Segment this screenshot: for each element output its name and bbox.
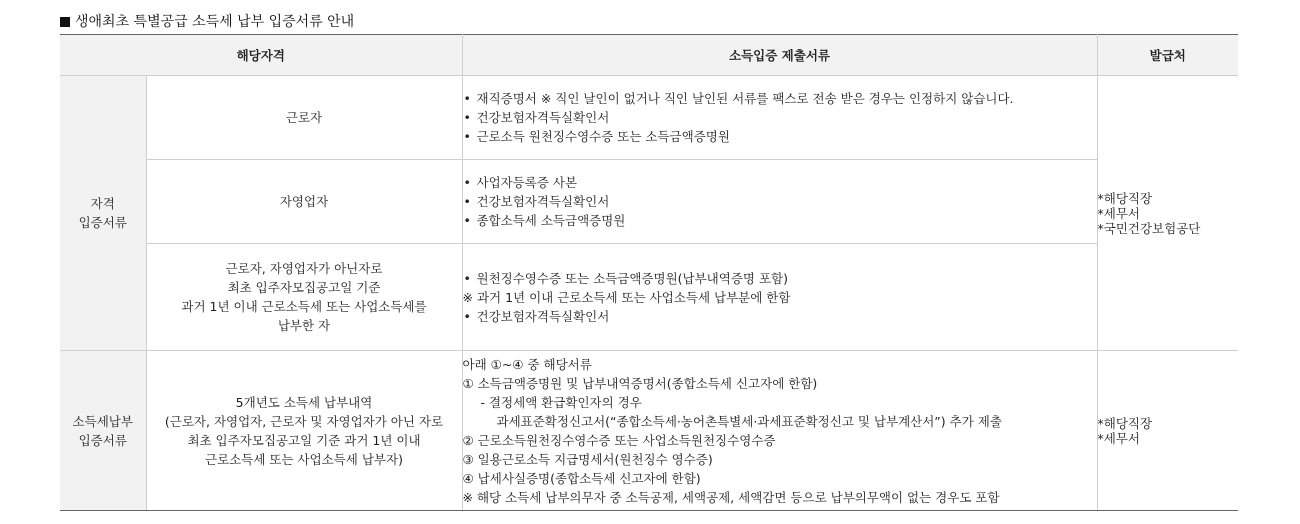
qualification-text: 5개년도 소득세 납부내역 [235,394,373,410]
category-cell [60,76,146,351]
documents-cell [462,351,1097,511]
header-qualification: 해당자격 [60,35,462,76]
category-label: 입증서류 [78,432,127,448]
document-intro: 아래 ①~④ 중 해당서류 [462,356,592,372]
document-item: • 원천징수영수증 또는 소득금액증명원(납부내역증명 포함) [463,269,1097,288]
document-item: ① 소득금액증명원 및 납부내역증명서(종합소득세 신고자에 한함) [462,375,818,391]
issuer-cell [1097,351,1238,511]
document-item: • 종합소득세 소득금액증명원 [463,211,1097,230]
qualification-text: 최초 입주자모집공고일 기준 [227,280,381,295]
qualification-text: 자영업자 [279,194,329,209]
header-row [60,35,1238,76]
qualification-text: 근로소득세 또는 사업소득세 납부자) [205,451,403,467]
category-label: 소득세납부 [72,413,133,429]
issuer-item: *국민건강보험공단 [1097,220,1201,236]
document-item: • 건강보험자격득실확인서 [463,108,1097,127]
issuer-item: *해당직장 [1097,415,1153,431]
document-item: • 건강보험자격득실확인서 [463,307,1097,326]
square-bullet-icon [60,17,70,27]
page-title [60,12,354,32]
document-subitem: 과세표준확정신고서(“종합소득세·농어촌특별세·과세표준확정신고 및 납부계산서”) 추가 제출 [496,413,1002,429]
category-label: 자격 [90,196,115,211]
qualification-text: 근로자 [285,110,323,125]
table-row [60,351,1238,511]
category-cell [60,351,146,511]
qualification-text: 과거 1년 이내 근로소득세 또는 사업소득세를 [181,299,427,314]
table-row [60,76,1238,160]
document-subitem: - 결정세액 환급확인자의 경우 [480,394,642,410]
document-item: ② 근로소득원천징수영수증 또는 사업소득원천징수영수증 [462,432,776,448]
issuer-item: *해당직장 [1097,190,1153,206]
issuer-item: *세무서 [1097,205,1140,221]
document-note: ※ 과거 1년 이내 근로소득세 또는 사업소득세 납부분에 한함 [462,289,791,305]
header-documents: 소득입증 제출서류 [462,35,1097,76]
document-item: ③ 일용근로소득 지급명세서(원천징수 영수증) [462,451,713,467]
category-label: 입증서류 [78,215,127,230]
document-item: ④ 납세사실증명(종합소득세 신고자에 한함) [462,470,701,486]
qualification-cell [146,351,462,511]
document-item: • 재직증명서 ※ 직인 날인이 없거나 직인 날인된 서류를 팩스로 전송 받은 경우는 인정하지 않습니다. [463,89,1097,108]
qualification-text: 납부한 자 [277,318,331,333]
qualification-cell [146,76,462,160]
document-item: • 건강보험자격득실확인서 [463,192,1097,211]
qualification-cell [146,244,462,351]
qualification-text: 근로자, 자영업자가 아닌자로 [225,261,383,276]
documents-table [60,34,1238,511]
documents-cell [462,160,1097,244]
document-item: • 사업자등록증 사본 [463,173,1097,192]
issuer-item: *세무서 [1097,430,1140,446]
qualification-text: 최초 입주자모집공고일 기준 과거 1년 이내 [187,432,421,448]
table-row [60,244,1238,351]
issuer-cell [1097,76,1238,351]
document-item: • 근로소득 원천징수영수증 또는 소득금액증명원 [463,127,1097,146]
header-issuer: 발급처 [1097,35,1238,76]
table-row [60,160,1238,244]
qualification-text: (근로자, 자영업자, 근로자 및 자영업자가 아닌 자로 [164,413,444,429]
documents-cell [462,76,1097,160]
document-note: ※ 해당 소득세 납부의무자 중 소득공제, 세액공제, 세액감면 등으로 납부의무액이 없는 경우도 포함 [462,489,1000,505]
page-title-text: 생애최초 특별공급 소득세 납부 입증서류 안내 [75,14,355,30]
qualification-cell [146,160,462,244]
documents-cell [462,244,1097,351]
